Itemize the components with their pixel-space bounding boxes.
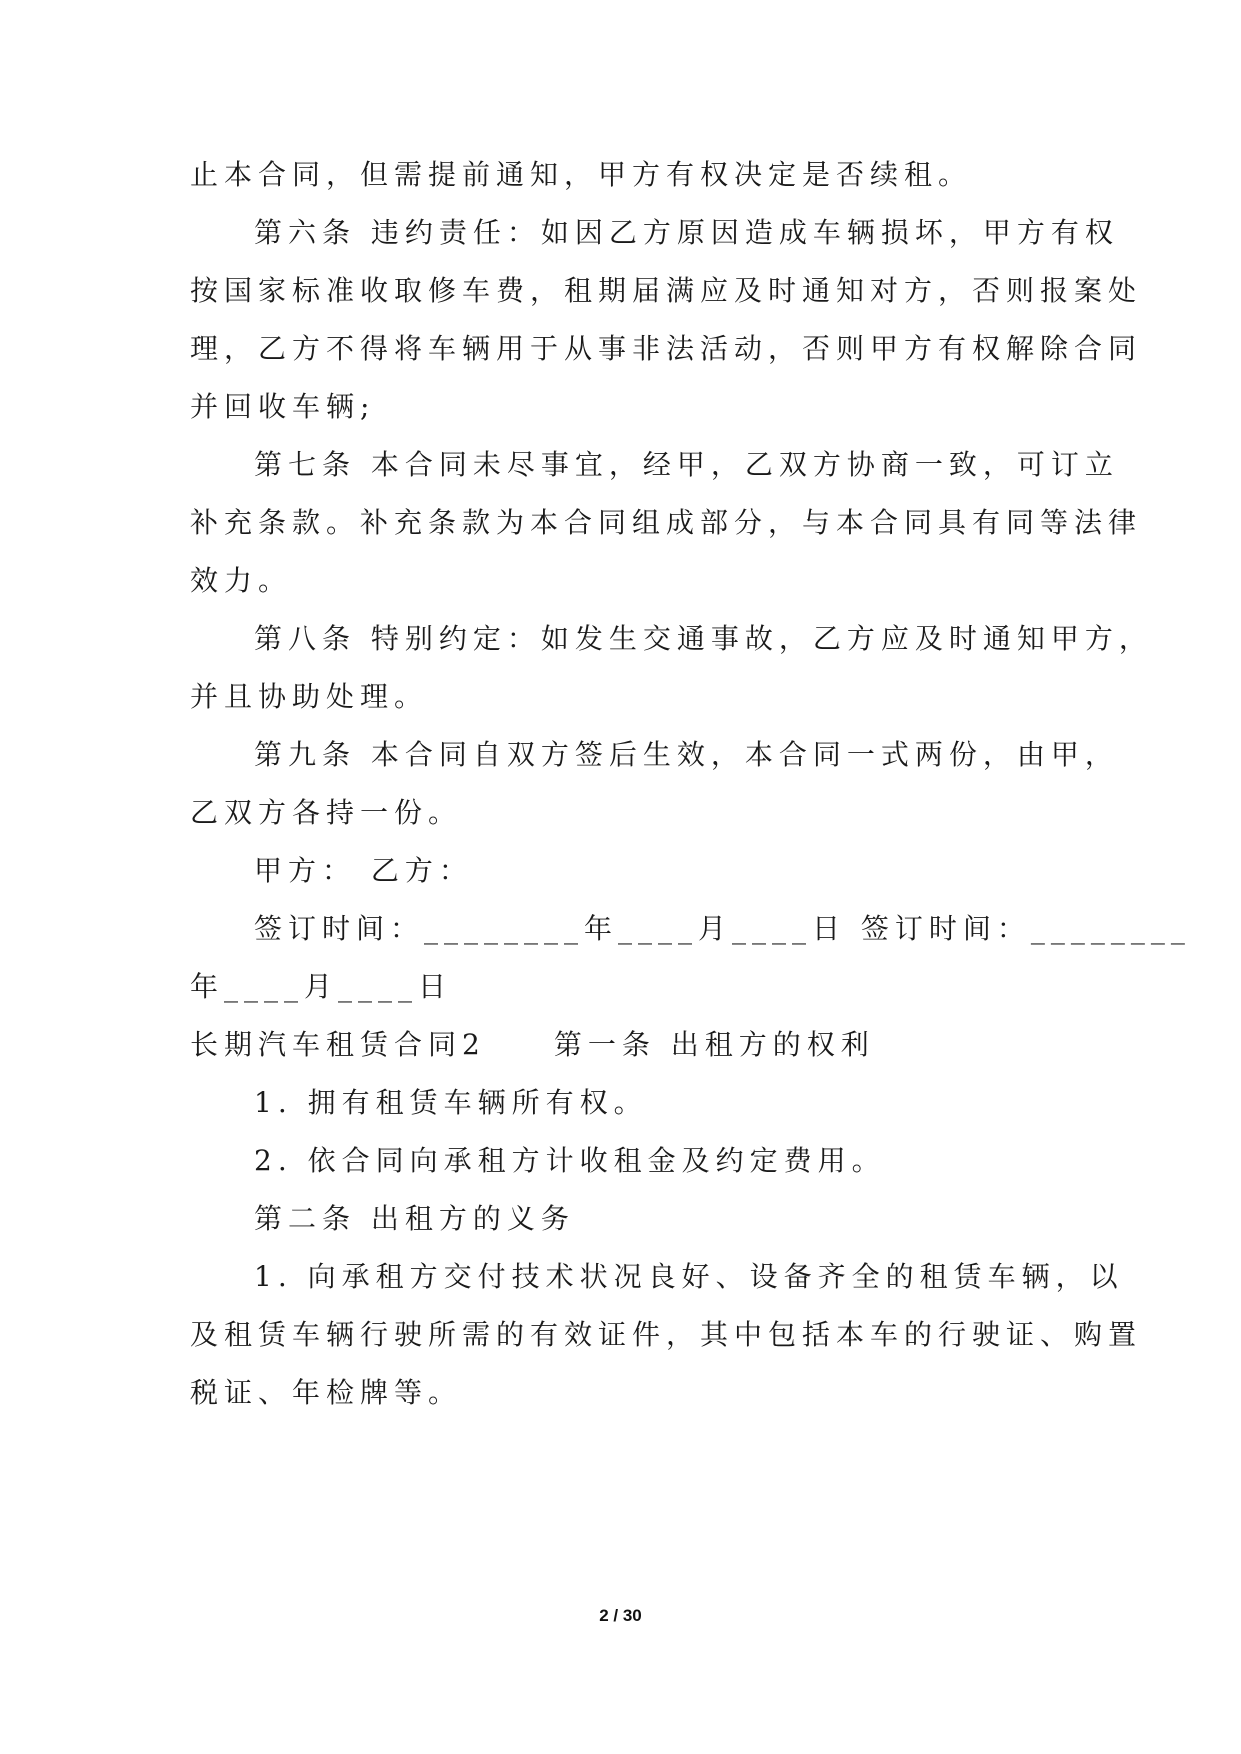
clause-7-line-2: 补充条款。补充条款为本合同组成部分，与本合同具有同等法律	[190, 506, 1143, 539]
lessor-duty-1-line-3: 税证、年检牌等。	[190, 1376, 463, 1409]
clause-7-line-3: 效力。	[190, 564, 293, 597]
signing-date-line-2: 年____月____日	[190, 970, 453, 1003]
party-signatures: 甲方： 乙方：	[254, 854, 473, 887]
page-number: 2 / 30	[599, 1606, 642, 1625]
clause-6-line-4: 并回收车辆;	[190, 390, 376, 423]
signing-date-line-1: 签订时间：________年____月____日 签订时间：________	[254, 912, 1191, 945]
clause-6-line-1: 第六条 违约责任：如因乙方原因造成车辆损坏，甲方有权	[254, 216, 1119, 249]
contract-body	[190, 155, 1191, 1575]
clause-8-line-1: 第八条 特别约定：如发生交通事故，乙方应及时通知甲方，	[254, 622, 1153, 655]
clause-6-line-3: 理，乙方不得将车辆用于从事非法活动，否则甲方有权解除合同	[190, 332, 1143, 365]
contract-2-heading: 长期汽车租赁合同2 第一条 出租方的权利	[190, 1028, 875, 1061]
lessor-duty-1-line-1: 1. 向承租方交付技术状况良好、设备齐全的租赁车辆，以	[254, 1260, 1124, 1293]
lessor-right-2: 2. 依合同向承租方计收租金及约定费用。	[254, 1144, 886, 1177]
clause-9-line-2: 乙双方各持一份。	[190, 796, 463, 829]
lessor-duty-1-line-2: 及租赁车辆行驶所需的有效证件，其中包括本车的行驶证、购置	[190, 1318, 1143, 1351]
lessor-right-1: 1. 拥有租赁车辆所有权。	[254, 1086, 648, 1119]
clause-2-heading: 第二条 出租方的义务	[254, 1202, 575, 1235]
clause-6-line-2: 按国家标准收取修车费，租期届满应及时通知对方，否则报案处	[190, 274, 1143, 307]
clause-8-line-2: 并且协助处理。	[190, 680, 429, 713]
clause-7-line-1: 第七条 本合同未尽事宜，经甲，乙双方协商一致，可订立	[254, 448, 1119, 481]
text-line: 止本合同，但需提前通知，甲方有权决定是否续租。	[190, 158, 973, 191]
clause-9-line-1: 第九条 本合同自双方签后生效，本合同一式两份，由甲，	[254, 738, 1119, 771]
